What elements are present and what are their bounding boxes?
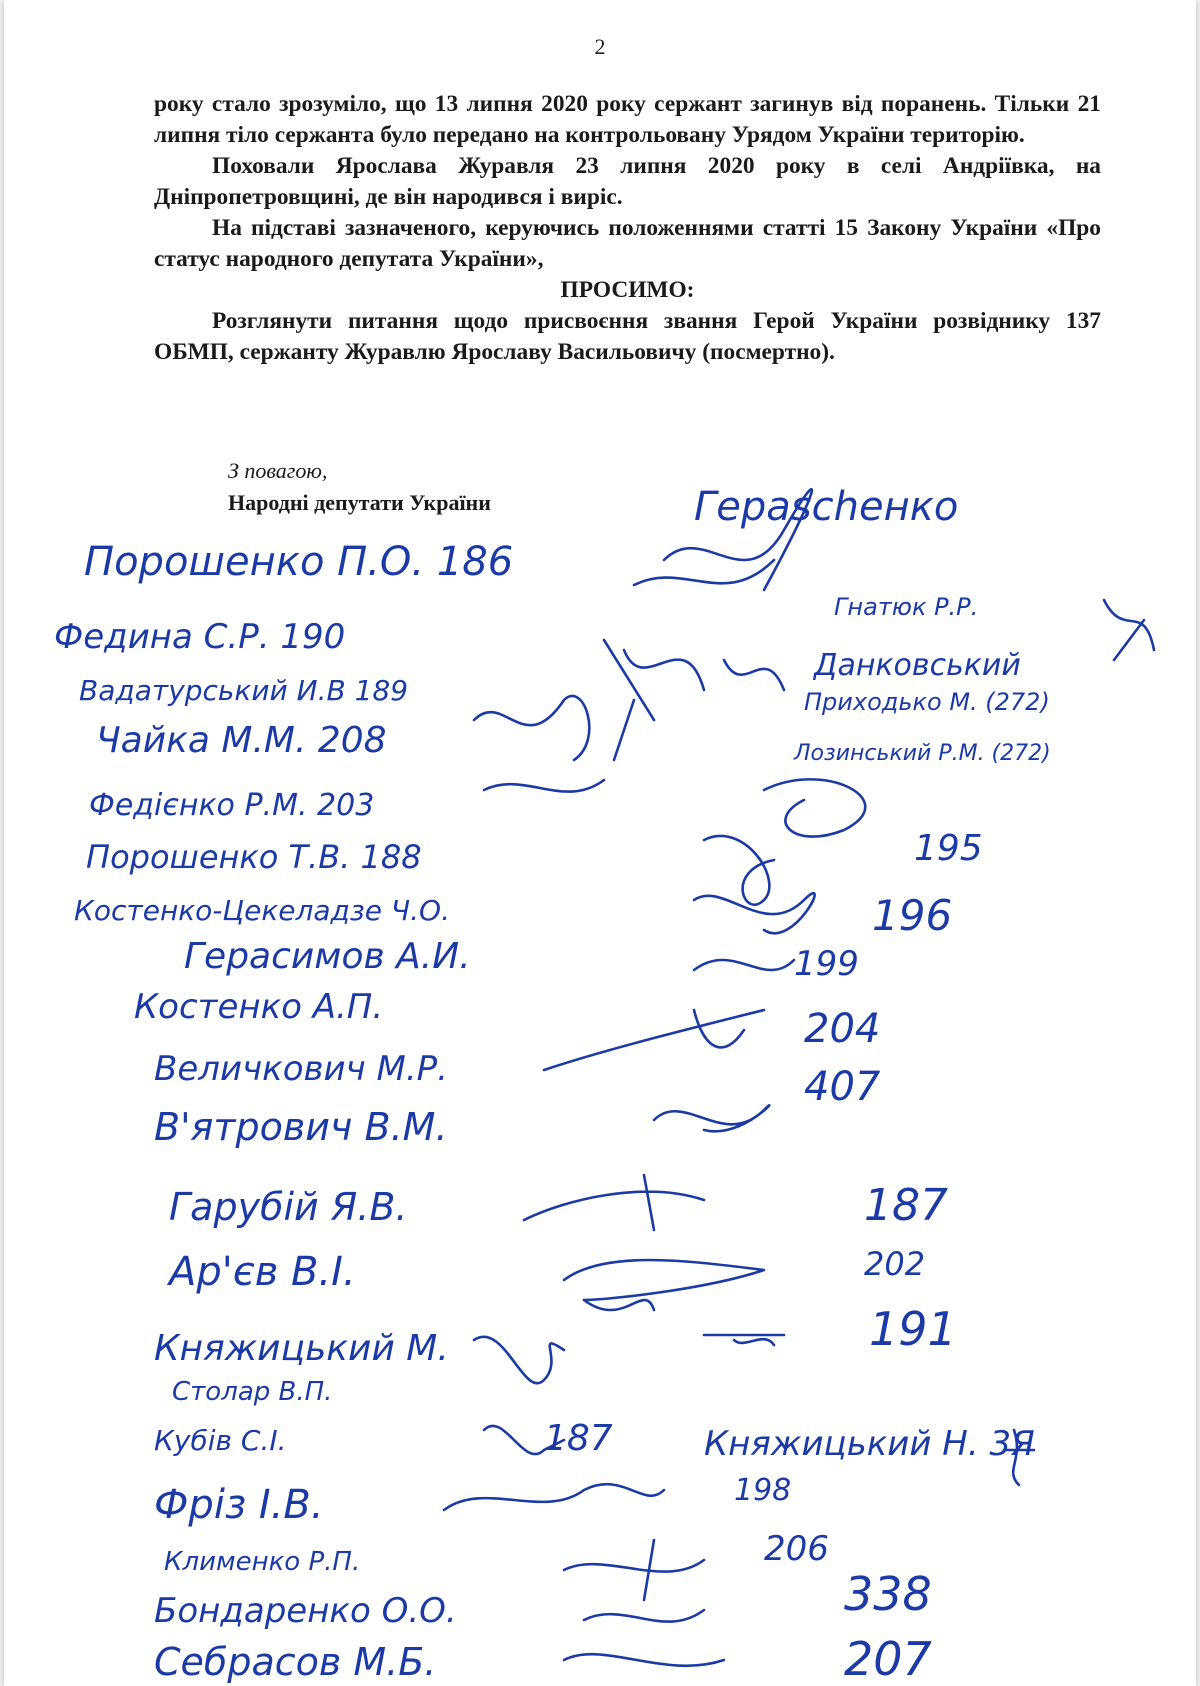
signature-number: 196: [872, 891, 953, 940]
page-number: 2: [594, 34, 606, 59]
signature-name: Величкович М.Р.: [154, 1049, 448, 1089]
paragraph: Розглянути питання щодо присвоєння звання Герой України розвіднику 137 ОБМП, сержанту Журавлю Ярославу Васильовичу (посмертно).: [154, 308, 1101, 365]
signature-number: 407: [804, 1064, 881, 1110]
signature-name: Лозинський Р.М. (272): [794, 741, 1051, 766]
signature-name: Федина С.Р. 190: [54, 617, 346, 657]
signature-name: Ар'єв В.І.: [169, 1249, 356, 1295]
signature-number: 204: [804, 1006, 881, 1052]
signature-number: 187: [544, 1418, 613, 1459]
signature-name: Вадатурський И.В 189: [79, 674, 409, 707]
signature-name: Гераschенко: [694, 484, 959, 530]
signature-name: Гнатюк Р.Р.: [834, 593, 979, 621]
signature-name: Костенко А.П.: [134, 987, 384, 1027]
signature-number: 187: [864, 1180, 948, 1231]
signature-name: Костенко-Цекеладзе Ч.О.: [74, 894, 450, 927]
signature-number: 198: [734, 1473, 792, 1508]
handwritten-signatures: [4, 0, 1196, 1686]
signature-name: Федієнко Р.М. 203: [89, 788, 375, 823]
signature-name: Порошенко Т.В. 188: [86, 838, 422, 876]
signature-scribbles: [444, 489, 1154, 1666]
signature-names-left: [54, 539, 513, 1684]
closing-signatories-heading: Народні депутати України: [228, 490, 491, 515]
signature-name: Приходько М. (272): [804, 688, 1050, 716]
paragraph: Поховали Ярослава Журавля 23 липня 2020 року в селі Андріївка, на Дніпропетровщині, де він народився і виріс.: [154, 153, 1101, 210]
signature-name: Бондаренко О.О.: [154, 1591, 457, 1631]
request-heading: ПРОСИМО:: [560, 277, 695, 303]
closing-regards: З повагою,: [228, 458, 328, 483]
signature-number: 207: [844, 1632, 932, 1686]
signature-name: Герасимов А.И.: [184, 936, 471, 977]
signature-name: Себрасов М.Б.: [154, 1640, 437, 1684]
signature-number: 202: [864, 1245, 926, 1283]
signature-number: 338: [844, 1567, 932, 1621]
signature-number: 191: [869, 1302, 957, 1356]
signature-name: Княжицький М.: [154, 1328, 449, 1369]
signature-name: В'ятрович В.М.: [154, 1105, 448, 1149]
signature-name: Данковський: [814, 648, 1021, 683]
signature-number: 199: [794, 944, 859, 984]
paragraph: року стало зрозуміло, що 13 липня 2020 року сержант загинув від поранень. Тільки 21 липня тіло сержанта було передано на контрольовану Урядом України територію.: [154, 91, 1101, 148]
signature-number: 195: [914, 828, 983, 869]
signature-number: 206: [764, 1529, 829, 1569]
signature-name: Столар В.П.: [172, 1377, 333, 1407]
signature-name: Кубів С.І.: [154, 1424, 287, 1457]
signature-name: Гарубій Я.В.: [169, 1185, 408, 1229]
signature-name: Клименко Р.П.: [164, 1547, 361, 1577]
signature-name: Порошенко П.О. 186: [84, 539, 514, 585]
signature-name: Чайка М.М. 208: [96, 720, 387, 761]
document-page: [4, 0, 1196, 1686]
signature-name: Княжицький Н. 3Я: [704, 1424, 1035, 1464]
signature-numbers: [544, 828, 983, 1686]
paragraph: На підставі зазначеного, керуючись положеннями статті 15 Закону України «Про статус народного депутата України»,: [154, 215, 1101, 272]
signature-name: Фріз І.В.: [154, 1482, 324, 1528]
